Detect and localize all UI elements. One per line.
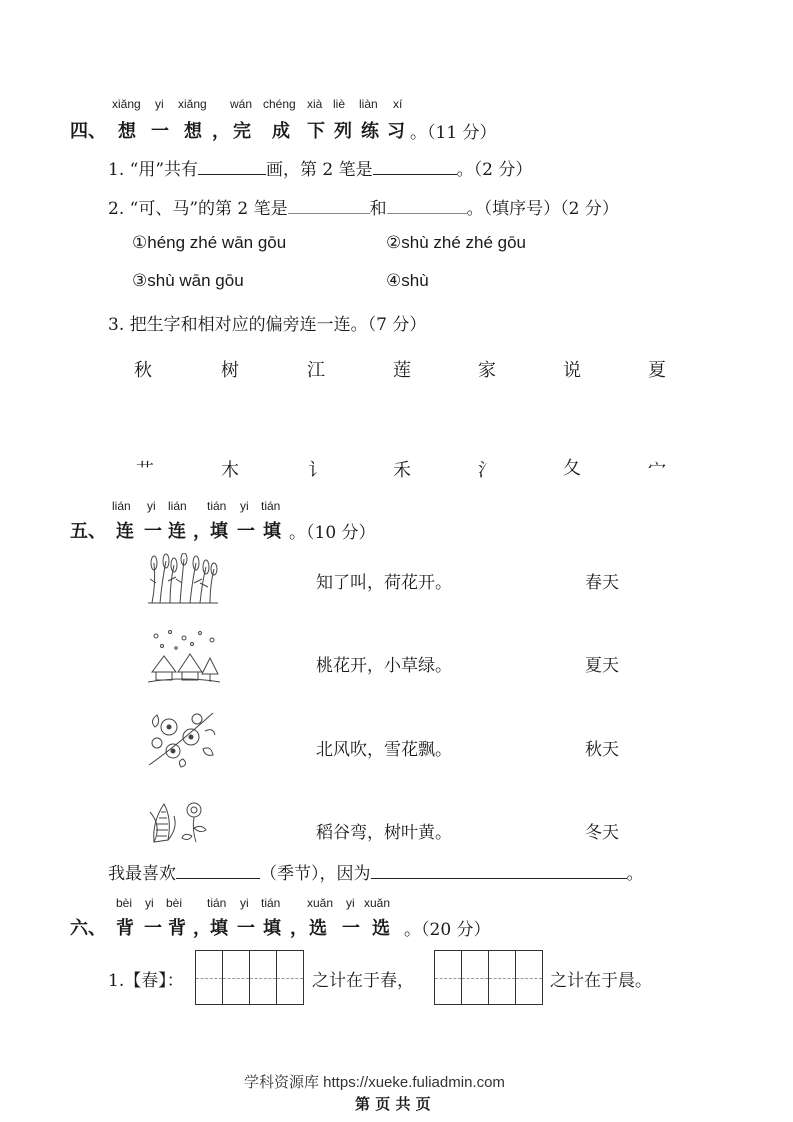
title-char: 一: [237, 918, 255, 939]
title-char: 下: [307, 121, 325, 142]
match-char[interactable]: 秋: [134, 360, 152, 381]
title-char: 选: [372, 918, 390, 939]
title-char: 背: [116, 918, 134, 939]
title-char: 想: [184, 121, 202, 142]
grid-cell[interactable]: [196, 951, 223, 1004]
pinyin: xiǎng: [178, 97, 207, 111]
pinyin: yi: [240, 896, 249, 910]
score-note: 。（20 分）: [404, 920, 491, 940]
match-radical[interactable]: 艹: [136, 460, 154, 478]
title-char: 填: [263, 918, 281, 939]
season-name[interactable]: 秋天: [585, 740, 619, 760]
pinyin: xuǎn: [364, 896, 391, 910]
match-char[interactable]: 树: [221, 360, 239, 381]
title-char: ，: [290, 918, 308, 939]
title-char: 列: [334, 121, 352, 142]
writing-grid[interactable]: [434, 950, 543, 1005]
title-char: 填: [210, 521, 228, 542]
grid-cell[interactable]: [489, 951, 516, 1004]
title-char: 想: [118, 121, 136, 142]
season-phrase[interactable]: 稻谷弯，树叶黄。: [316, 823, 452, 843]
grid-cell[interactable]: [277, 951, 303, 1004]
match-radical[interactable]: 木: [221, 460, 239, 478]
pinyin: yi: [145, 896, 154, 910]
title-char: 连: [116, 521, 134, 542]
grid-cell[interactable]: [435, 951, 462, 1004]
grid-cell[interactable]: [462, 951, 489, 1004]
answer-blank[interactable]: [176, 864, 260, 879]
title-char: 填: [210, 918, 228, 939]
question-1: [108, 155, 532, 180]
title-char: 一: [144, 918, 162, 939]
pinyin: xí: [393, 97, 403, 111]
title-char: 背: [168, 918, 186, 939]
section-number: 六、: [70, 918, 106, 939]
question-text: 1. “用”共有: [108, 160, 199, 180]
title-char: 一: [342, 918, 360, 939]
question-text: 。（填序号）（2 分）: [466, 199, 619, 219]
pinyin: yi: [155, 97, 164, 111]
poem-text: 之计在于晨。: [550, 971, 652, 991]
title-char: 完: [233, 121, 251, 142]
question-2: [108, 194, 619, 219]
pinyin: bèi: [116, 896, 133, 910]
wheat-field-picture: [148, 553, 218, 605]
season-name[interactable]: 春天: [585, 573, 619, 593]
title-char: 练: [361, 121, 379, 142]
peach-blossom-picture: [145, 707, 217, 769]
title-char: ，: [193, 521, 211, 542]
title-char: 一: [151, 121, 169, 142]
question-text: 画，第 2 笔是: [266, 160, 373, 180]
answer-blank[interactable]: [288, 199, 370, 214]
season-phrase[interactable]: 北风吹，雪花飘。: [316, 740, 452, 760]
pinyin: liè: [333, 97, 346, 111]
pinyin: tián: [261, 896, 281, 910]
question-text: 和: [369, 199, 387, 219]
pinyin: yi: [147, 499, 156, 513]
match-radical[interactable]: 宀: [648, 460, 666, 478]
pinyin: lián: [168, 499, 187, 513]
grid-cell[interactable]: [223, 951, 250, 1004]
answer-blank[interactable]: [371, 864, 627, 879]
season-phrase[interactable]: 知了叫，荷花开。: [316, 573, 452, 593]
title-char: ，: [193, 918, 211, 939]
match-char[interactable]: 夏: [648, 360, 666, 381]
season-name[interactable]: 夏天: [585, 656, 619, 676]
question-3: 3. 把生字和相对应的偏旁连一连。（7 分）: [108, 315, 427, 335]
title-char: 填: [263, 521, 281, 542]
pinyin: liàn: [359, 97, 378, 111]
question-1-label: 1.【春】：: [108, 971, 184, 991]
question-text: （季节），因为: [260, 864, 371, 884]
title-char: 一: [144, 521, 162, 542]
writing-grid[interactable]: [195, 950, 304, 1005]
option-3: ③shù wān gōu: [132, 271, 244, 290]
match-char[interactable]: 江: [307, 360, 325, 381]
pinyin: lián: [112, 499, 131, 513]
season-phrase[interactable]: 桃花开，小草绿。: [316, 656, 452, 676]
score-note: 。（10 分）: [289, 523, 376, 543]
pinyin: tián: [207, 896, 227, 910]
corn-and-flower-picture: [148, 798, 210, 844]
question-text: 。: [626, 864, 644, 884]
section-number: 四、: [70, 121, 106, 142]
match-char[interactable]: 莲: [393, 360, 411, 381]
pinyin: yi: [346, 896, 355, 910]
pinyin: xià: [307, 97, 323, 111]
title-char: 成: [272, 121, 290, 142]
match-radical[interactable]: 讠: [308, 460, 326, 478]
option-1: ①héng zhé wān gōu: [132, 233, 287, 252]
title-char: ，: [212, 121, 230, 142]
question-text: 。（2 分）: [456, 160, 533, 180]
footer-page: 第 页 共 页: [355, 1095, 431, 1113]
option-4: ④shù: [386, 271, 429, 290]
title-char: 选: [309, 918, 327, 939]
pinyin: wán: [230, 97, 253, 111]
title-char: 一: [237, 521, 255, 542]
pinyin: tián: [207, 499, 227, 513]
pinyin: bèi: [166, 896, 183, 910]
grid-cell[interactable]: [516, 951, 542, 1004]
question-text: 我最喜欢: [108, 864, 176, 884]
match-char[interactable]: 说: [563, 360, 581, 381]
match-radical[interactable]: 夂: [563, 458, 581, 478]
title-char: 连: [168, 521, 186, 542]
question-text: 2. “可、马”的第 2 笔是: [108, 199, 288, 219]
section-number: 五、: [70, 521, 106, 542]
favorite-season-question: [108, 859, 644, 884]
pinyin: chéng: [263, 97, 296, 111]
pinyin: xiǎng: [112, 97, 141, 111]
answer-blank[interactable]: [373, 160, 457, 175]
grid-cell[interactable]: [250, 951, 277, 1004]
score-note: 。（11 分）: [410, 123, 497, 143]
title-char: 习: [387, 121, 405, 142]
pinyin: xuǎn: [307, 896, 334, 910]
poem-text: 之计在于春，: [312, 971, 414, 991]
match-radical[interactable]: 氵: [478, 460, 496, 478]
footer-source: 学科资源库 https://xueke.fuliadmin.com: [244, 1074, 505, 1091]
pinyin: tián: [261, 499, 281, 513]
pinyin: yi: [240, 499, 249, 513]
option-2: ②shù zhé zhé gōu: [386, 233, 527, 252]
answer-blank[interactable]: [198, 160, 266, 175]
answer-blank[interactable]: [387, 199, 467, 214]
match-char[interactable]: 家: [478, 360, 496, 381]
radical-row: [0, 452, 793, 478]
snowy-village-picture: [148, 628, 220, 684]
match-radical[interactable]: 禾: [393, 460, 411, 478]
season-name[interactable]: 冬天: [585, 823, 619, 843]
